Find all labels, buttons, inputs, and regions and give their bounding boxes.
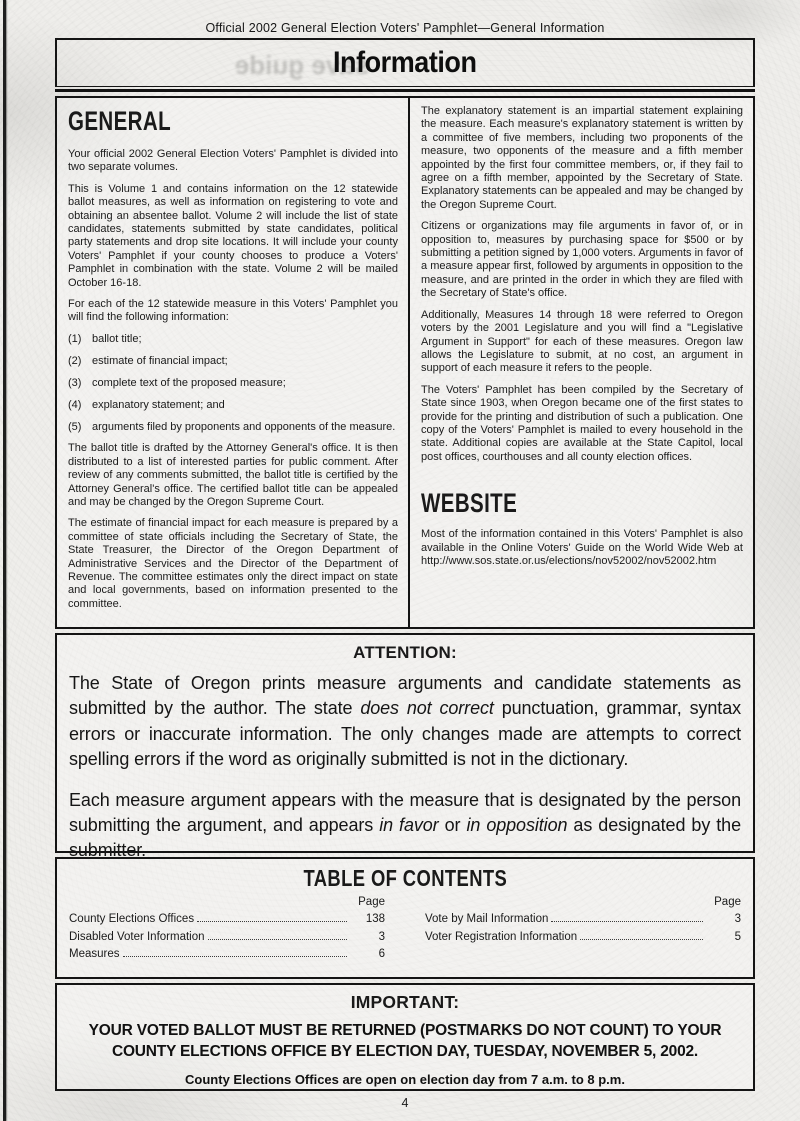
paragraph: Additionally, Measures 14 through 18 were referred to Oregon voters by the 2001 Legislature and you will find a "Legislative Argument in Support" for each of these measures. Oregon law allows the Legislature to submit, at no cost, an argument in support of each measure it refers to the people. bbox=[421, 308, 743, 375]
toc-page-header: Page bbox=[714, 896, 741, 908]
paragraph: The explanatory statement is an impartial statement explaining the measure. Each measure's explanatory statement is written by a committee of five members, including two proponents of the measure, two opponents of the measure and a fifth member appointed by the first four committee members, or, if they fail to agree on a fifth member, appointed by the Secretary of State. Explanatory statements can be appealed and may be changed by the Oregon Supreme Court. bbox=[421, 105, 743, 211]
toc-entry: Voter Registration Information 5 bbox=[425, 930, 741, 943]
dot-leader bbox=[123, 956, 348, 957]
list-item: (2) estimate of financial impact; bbox=[68, 354, 228, 367]
information-title-banner bbox=[55, 38, 755, 87]
banner-rule bbox=[55, 89, 755, 92]
important-notice: YOUR VOTED BALLOT MUST BE RETURNED (POSTMARKS DO NOT COUNT) TO YOUR COUNTY ELECTIONS OFFICE BY ELECTION DAY, TUESDAY, NOVEMBER 5, 2002. bbox=[88, 1022, 722, 1060]
bleed-through-ghost-text: save guide bbox=[234, 50, 370, 80]
toc-title: TABLE OF CONTENTS bbox=[303, 865, 507, 891]
list-item: (5) arguments filed by proponents and opponents of the measure. bbox=[68, 420, 396, 433]
italic-phrase: in favor bbox=[379, 815, 439, 836]
attention-heading: ATTENTION: bbox=[353, 643, 457, 662]
paragraph: Your official 2002 General Election Voters' Pamphlet is divided into two separate volumes. bbox=[68, 148, 398, 174]
dot-leader bbox=[580, 939, 703, 940]
general-heading: GENERAL bbox=[68, 106, 171, 136]
paragraph: The ballot title is drafted by the Attorney General's office. It is then distributed to a list of interested parties for public comment. After review of any comments submitted, the ballot title is certified by the Attorney General's office. The certified ballot title can be appealed and may be changed by the Oregon Supreme Court. bbox=[68, 442, 398, 509]
page-title: Information bbox=[333, 46, 477, 79]
important-section bbox=[55, 983, 755, 1091]
dot-leader bbox=[208, 939, 347, 940]
paragraph: Citizens or organizations may file arguments in favor of, or in opposition to, measures by purchasing space for $500 or by submitting a petition signed by 1,000 voters. Arguments in favor of a measure appear first, followed by arguments in opposition to the measure, and are printed in the order in which they are filed with the Secretary of State's office. bbox=[421, 220, 743, 300]
attention-paragraph: Each measure argument appears with the measure that is designated by the person submitting the argument, and appears in favor or in opposition as designated by the submitter. bbox=[69, 789, 741, 861]
toc-entry: Vote by Mail Information 3 bbox=[425, 913, 741, 925]
website-heading: WEBSITE bbox=[421, 488, 518, 519]
list-item: (1) ballot title; bbox=[68, 332, 142, 345]
page-content bbox=[55, 0, 755, 1110]
toc-left-column bbox=[69, 895, 385, 964]
important-hours: County Elections Offices are open on election day from 7 a.m. to 8 p.m. bbox=[185, 1072, 625, 1087]
toc-right-column bbox=[425, 895, 741, 964]
list-item: (3) complete text of the proposed measure; bbox=[68, 376, 286, 389]
website-paragraph: Most of the information contained in this Voters' Pamphlet is also available in the Online Voters' Guide on the World Wide Web at http://www.sos.state.or.us/elections/nov52002/nov52002.htm bbox=[421, 528, 743, 567]
list-item: (4) explanatory statement; and bbox=[68, 398, 225, 411]
scan-binding-edge bbox=[3, 0, 6, 1121]
attention-section bbox=[55, 633, 755, 861]
paragraph: For each of the 12 statewide measure in this Voters' Pamphlet you will find the following information: bbox=[68, 298, 398, 324]
general-section bbox=[55, 96, 755, 629]
paragraph: This is Volume 1 and contains information on the 12 statewide ballot measures, as well as information on registering to vote and obtaining an absentee ballot. Volume 2 will include the list of state candidates, statements submitted by state candidates, political party statements and drop site locations. It will include your county Voters' Pamphlet if your county chooses to produce a Voters' Pamphlet in combination with the state. Volume 2 will be mailed October 16-18. bbox=[68, 182, 398, 289]
attention-paragraph: The State of Oregon prints measure arguments and candidate statements as submitted by the author. The state does not correct punctuation, grammar, syntax errors or inaccurate information. The only changes made are attempts to correct spelling errors if the word as originally submitted is not in the dictionary. bbox=[69, 673, 742, 770]
paragraph: The estimate of financial impact for each measure is prepared by a committee of state officials including the Secretary of State, the State Treasurer, the Director of the Oregon Department of Administrative Services and the Director of the Department of Revenue. The committee estimates only the direct impact on state and local governments, based on information presented to the committee. bbox=[68, 517, 398, 610]
toc-entry: Measures 6 bbox=[69, 948, 385, 960]
page-number: 4 bbox=[401, 1096, 409, 1110]
toc-entry: County Elections Offices 138 bbox=[69, 913, 385, 925]
italic-phrase: does not correct bbox=[360, 698, 494, 719]
italic-phrase: in opposition bbox=[466, 815, 568, 836]
running-header: Official 2002 General Election Voters' Pamphlet—General Information bbox=[205, 21, 605, 35]
toc-entry: Disabled Voter Information 3 bbox=[69, 930, 385, 943]
paragraph: The Voters' Pamphlet has been compiled by the Secretary of State since 1903, when Oregon became one of the first states to provide for the printing and distribution of such a publication. One copy of the Voters' Pamphlet is mailed to every household in the state. Additional copies are available at the State Capitol, local post offices, courthouses and all county election offices. bbox=[421, 383, 743, 463]
important-heading: IMPORTANT: bbox=[350, 992, 460, 1012]
dot-leader bbox=[551, 921, 703, 922]
table-of-contents-section bbox=[55, 857, 755, 979]
toc-page-header: Page bbox=[358, 896, 385, 908]
toc-columns bbox=[69, 895, 741, 964]
dot-leader bbox=[197, 921, 347, 922]
general-right-column bbox=[410, 98, 753, 627]
general-left-column bbox=[57, 98, 410, 627]
